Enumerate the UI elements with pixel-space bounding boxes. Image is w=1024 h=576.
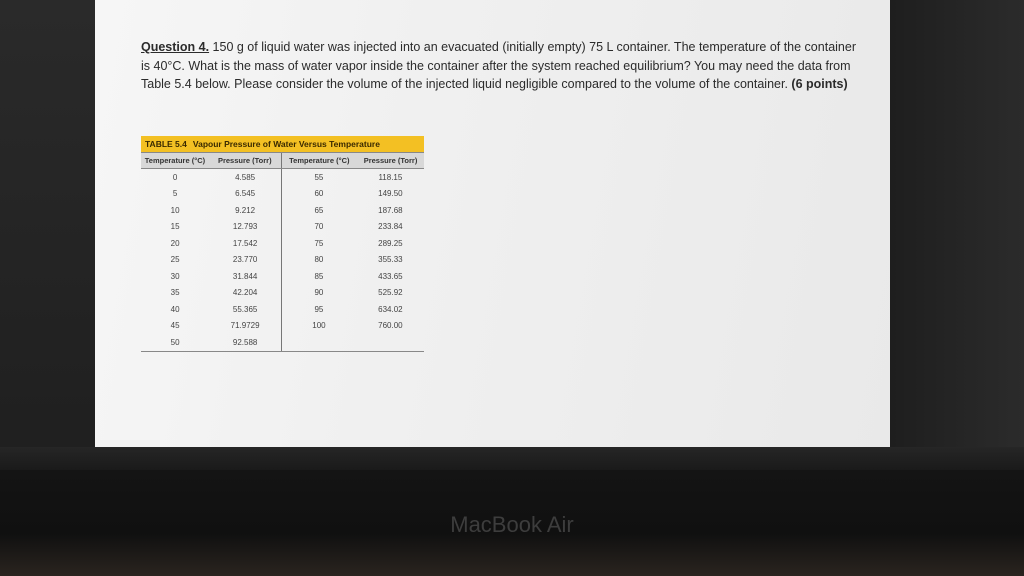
table-cell: 4.585	[235, 172, 256, 182]
header-cell: Temperature (°C)	[144, 156, 206, 165]
table-cell: 40	[170, 304, 180, 314]
table-tag: TABLE 5.4	[145, 139, 187, 149]
table-row	[141, 186, 424, 203]
table-title: Vapour Pressure of Water Versus Temperature	[192, 139, 380, 149]
table-cell: 42.204	[232, 288, 258, 298]
table-cell: 71.9729	[230, 321, 260, 331]
table-cell: 9.212	[235, 205, 256, 215]
table-cell: 95	[314, 304, 324, 314]
table-row	[141, 252, 424, 269]
table-cell: 80	[314, 255, 324, 265]
table-cell: 35	[170, 288, 180, 298]
table-cell: 6.545	[235, 189, 256, 199]
table-cell: 23.770	[232, 255, 258, 265]
table-cell: 55	[314, 172, 324, 182]
question-points: (6 points)	[791, 77, 848, 91]
table-row	[141, 169, 424, 186]
table-cell: 75	[314, 238, 324, 248]
table-cell: 525.92	[378, 288, 403, 298]
table-cell: 31.844	[232, 271, 258, 281]
brand-label: MacBook Air	[450, 512, 574, 537]
laptop-hinge	[0, 447, 1024, 470]
table-cell: 634.02	[378, 304, 403, 314]
vapour-pressure-table	[141, 136, 424, 352]
table-cell: 0	[172, 172, 178, 182]
table-cell: 355.33	[378, 255, 403, 265]
table-row	[141, 285, 424, 302]
table-row	[141, 202, 424, 219]
bezel-right	[890, 0, 1024, 470]
table-row	[141, 235, 424, 252]
table-body	[141, 169, 424, 352]
table-cell: 17.542	[232, 238, 258, 248]
table-cell: 12.793	[232, 222, 258, 232]
table-cell: 90	[314, 288, 324, 298]
table-cell: 289.25	[378, 238, 403, 248]
table-cell: 118.15	[378, 172, 403, 182]
table-caption	[141, 136, 424, 152]
table-row	[141, 334, 424, 351]
laptop-screen	[95, 0, 890, 447]
table-cell: 55.365	[232, 304, 258, 314]
table-cell: 233.84	[378, 222, 403, 232]
header-cell: Temperature (°C)	[289, 156, 350, 165]
table-cell: 65	[314, 205, 324, 215]
table-cell: 45	[170, 321, 180, 331]
table-header	[141, 152, 424, 169]
question-body: 150 g of liquid water was injected into an evacuated (initially empty) 75 L container. The temperature of the container is 40°C. What is the mass of water vapor inside the container after the system reached equilibrium? You may need the data from Table 5.4 below. Please consider the volume of the injected liquid negligible compared to the volume of the container.	[141, 40, 856, 91]
table-cell: 85	[314, 271, 324, 281]
table-cell: 70	[314, 222, 324, 232]
table-cell: 100	[312, 321, 326, 331]
header-cell: Pressure (Torr)	[363, 156, 418, 165]
table-cell: 30	[170, 271, 180, 281]
table-cell: 92.588	[232, 337, 258, 347]
table-row	[141, 219, 424, 236]
question-text	[141, 38, 861, 94]
table-cell: 25	[170, 255, 180, 265]
header-cell: Pressure (Torr)	[209, 153, 282, 168]
table-cell: 10	[170, 205, 180, 215]
table-cell: 5	[172, 189, 178, 199]
question-heading: Question 4.	[141, 40, 210, 54]
table-row	[141, 318, 424, 335]
table-cell: 60	[314, 189, 324, 199]
table-row	[141, 268, 424, 285]
column-divider	[281, 169, 282, 351]
table-cell: 20	[170, 238, 180, 248]
table-cell: 149.50	[378, 189, 403, 199]
table-row	[141, 301, 424, 318]
table-cell: 187.68	[378, 205, 403, 215]
table-cell: 760.00	[378, 321, 403, 331]
table-cell: 50	[170, 337, 180, 347]
table-cell: 15	[170, 222, 180, 232]
table-cell: 433.65	[378, 271, 403, 281]
